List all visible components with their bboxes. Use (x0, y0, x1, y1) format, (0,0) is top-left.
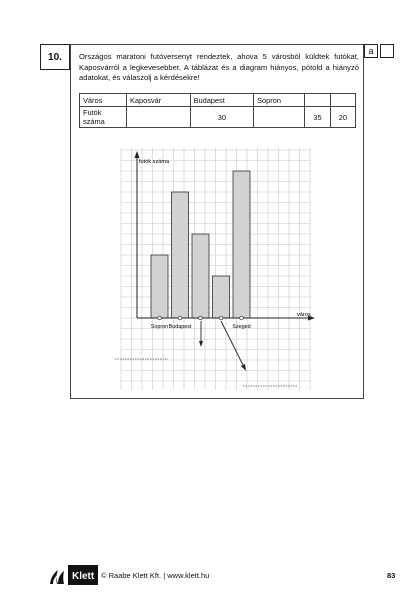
page-number: 83 (387, 571, 396, 580)
bar-empty-2 (192, 234, 209, 318)
x-tick (219, 316, 223, 320)
x-tick (199, 316, 203, 320)
x-tick-label: Szeged (232, 324, 251, 330)
x-tick (178, 316, 182, 320)
x-axis-label: város (297, 312, 311, 318)
pointer-arrow (241, 364, 246, 371)
answer-box-empty[interactable] (380, 44, 394, 58)
table-header-runners: Futók száma (80, 107, 127, 128)
task-number: 10. (40, 44, 70, 70)
bar-szeged (233, 171, 250, 318)
table-cell: 35 (305, 107, 330, 128)
bar-budapest (172, 192, 189, 318)
table-cell: Budapest (190, 94, 254, 107)
table-header-city: Város (80, 94, 127, 107)
x-tick (240, 316, 244, 320)
chart-grid (121, 148, 311, 390)
logo-text: Klett (72, 571, 95, 582)
x-tick-label: Sopron (150, 324, 169, 330)
answer-pointers (115, 321, 297, 386)
bar-sopron (151, 255, 168, 318)
y-axis-arrow (135, 151, 140, 158)
bar-chart (71, 45, 365, 400)
answer-box-a[interactable]: a (364, 44, 378, 58)
bar-empty-3 (213, 276, 230, 318)
table-cell: Kaposvár (127, 94, 191, 107)
footer-copyright: © Raabe Klett Kft. | www.klett.hu (101, 571, 210, 580)
x-tick (158, 316, 162, 320)
task-panel (70, 44, 364, 399)
x-tick-label: Budapest (168, 324, 192, 330)
table-cell: 30 (190, 107, 254, 128)
footer (46, 563, 396, 587)
pointer-arrow (199, 341, 203, 347)
y-axis-label: futók száma (139, 159, 170, 165)
task-text: Országos maratoni futóversenyt rendeztek, ahova 5 városból küldtek futókat, Kaposvárról a legkevesebbet. A táblázat és a diagram hiányos, pótold a hiányzó adatokat, és válaszolj a kérdésekre! (79, 52, 359, 82)
klett-logo (46, 563, 100, 587)
table-cell: Sopron (254, 94, 305, 107)
table-cell: 20 (330, 107, 355, 128)
